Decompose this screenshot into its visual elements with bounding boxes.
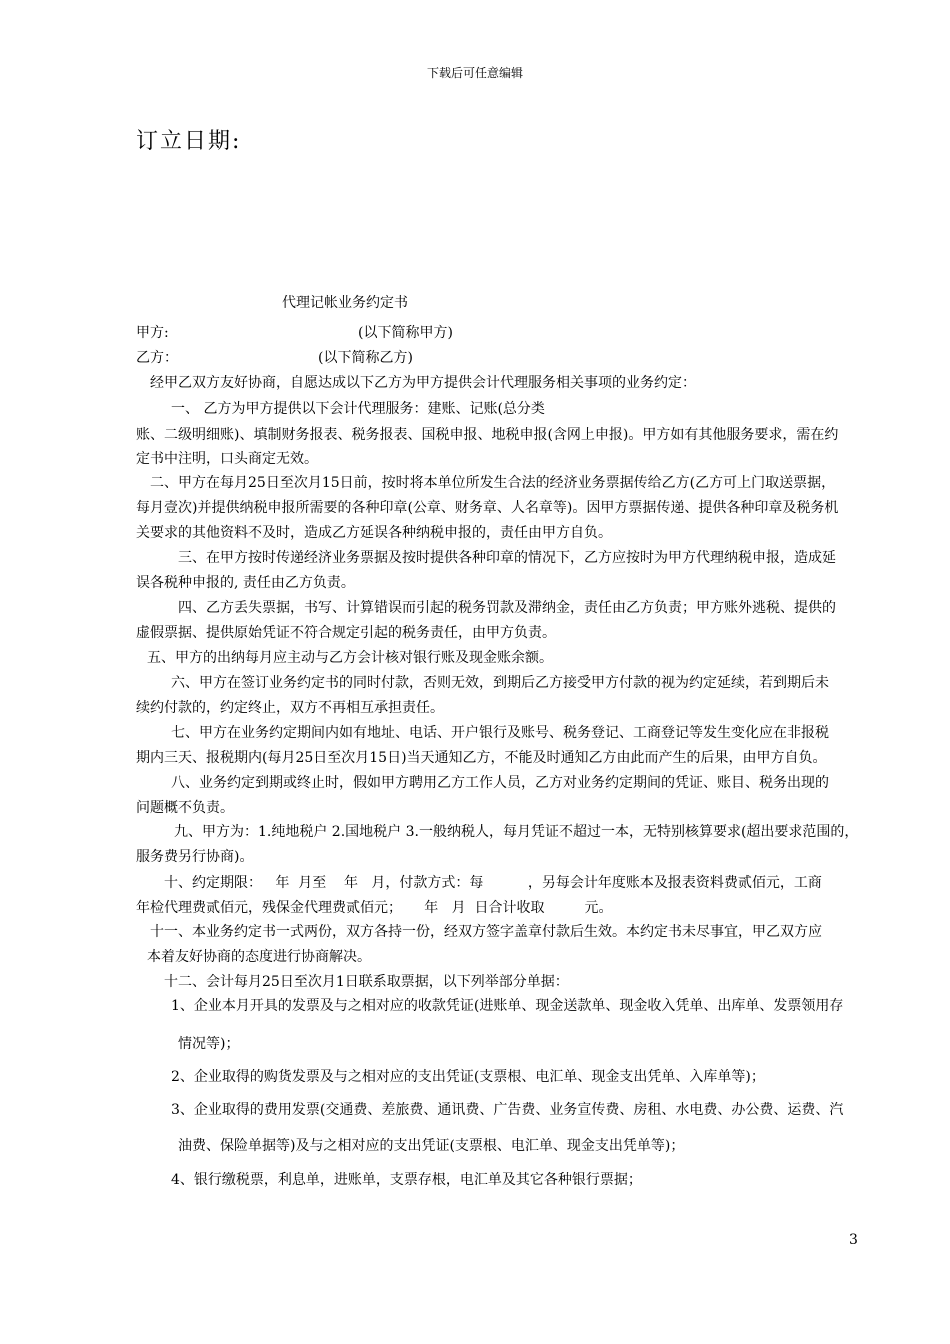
- clause-3-line-2: 误各税种申报的, 责任由乙方负责。: [136, 575, 355, 591]
- clause-2-line-2: 每月壹次)并提供纳税申报所需要的各种印章(公章、财务章、人名章等)。因甲方票据传递、提供各种印章及税务机: [136, 500, 839, 516]
- page-header: 下载后可任意编辑: [426, 66, 523, 80]
- party-b-note: (以下简称乙方): [318, 350, 413, 366]
- list-item-1-line-2: 情况等)；: [178, 1036, 240, 1052]
- clause-4-line-1: 四、乙方丢失票据，书写、计算错误而引起的税务罚款及滞纳金，责任由乙方负责；甲方账外逃税、提供的: [178, 600, 836, 616]
- clause-11-line-1: 十一、本业务约定书一式两份，双方各持一份，经双方签字盖章付款后生效。本约定书未尽事宜，甲乙双方应: [150, 924, 822, 940]
- party-a-label: 甲方:: [136, 325, 169, 341]
- list-item-1-line-1: 1、企业本月开具的发票及与之相对应的收款凭证(进账单、现金送款单、现金收入凭单、出库单、发票领用存: [171, 998, 844, 1014]
- clause-7-line-2: 期内三天、报税期内(每月25日至次月15日)当天通知乙方，不能及时通知乙方由此而产生的后果，由甲方自负。: [136, 750, 827, 766]
- clause-6-line-2: 续约付款的，约定终止，双方不再相互承担责任。: [136, 700, 444, 716]
- clause-12: 十二、会计每月25日至次月1日联系取票据，以下列举部分单据：: [164, 974, 569, 990]
- clause-6-line-1: 六、甲方在签订业务约定书的同时付款，否则无效，到期后乙方接受甲方付款的视为约定延续，若到期后未: [171, 675, 829, 691]
- clause-1-line-3: 定书中注明，口头商定无效。: [136, 451, 318, 467]
- clause-8-line-1: 八、业务约定到期或终止时，假如甲方聘用乙方工作人员，乙方对业务约定期间的凭证、账目、税务出现的: [171, 775, 829, 791]
- clause-9-line-1: 九、甲方为：1.纯地税户 2.国地税户 3.一般纳税人，每月凭证不超过一本，无特别核算要求(超出要求范围的，: [174, 824, 859, 840]
- clause-1-line-1: 一、 乙方为甲方提供以下会计代理服务：建账、记账(总分类: [171, 401, 545, 417]
- clause-10-line-1: 十、约定期限： 年 月至 年 月，付款方式：每 ，另每会计年度账本及报表资料费贰佰元，工商: [164, 875, 822, 891]
- clause-5: 五、甲方的出纳每月应主动与乙方会计核对银行账及现金账余额。: [147, 650, 553, 666]
- list-item-3-line-2: 油费、保险单据等)及与之相对应的支出凭证(支票根、电汇单、现金支出凭单等)；: [178, 1138, 685, 1154]
- intro-paragraph: 经甲乙双方友好协商，自愿达成以下乙方为甲方提供会计代理服务相关事项的业务约定：: [150, 375, 696, 391]
- party-a-note: (以下简称甲方): [358, 325, 453, 341]
- clause-10-line-2: 年检代理费贰佰元，残保金代理费贰佰元； 年 月 日合计收取 元。: [136, 900, 613, 916]
- list-item-3-line-1: 3、企业取得的费用发票(交通费、差旅费、通讯费、广告费、业务宣传费、房租、水电费、办公费、运费、汽: [171, 1102, 844, 1118]
- clause-11-line-2: 本着友好协商的态度进行协商解决。: [147, 949, 371, 965]
- clause-1-line-2: 账、二级明细账)、填制财务报表、税务报表、国税申报、地税申报(含网上申报)。甲方如有其他服务要求，需在约: [136, 427, 839, 443]
- clause-2-line-3: 关要求的其他资料不及时，造成乙方延误各种纳税申报的，责任由甲方自负。: [136, 525, 612, 541]
- clause-2-line-1: 二、甲方在每月25日至次月15日前，按时将本单位所发生合法的经济业务票据传给乙方(乙方可上门取送票据，: [150, 475, 836, 491]
- list-item-2: 2、企业取得的购货发票及与之相对应的支出凭证(支票根、电汇单、现金支出凭单、入库单等)；: [171, 1069, 765, 1085]
- clause-7-line-1: 七、甲方在业务约定期间内如有地址、电话、开户银行及账号、税务登记、工商登记等发生变化应在非报税: [171, 725, 829, 741]
- clause-9-line-2: 服务费另行协商)。: [136, 849, 254, 865]
- list-item-4: 4、银行缴税票，利息单，进账单，支票存根，电汇单及其它各种银行票据；: [171, 1172, 642, 1188]
- signing-date-label: 订立日期:: [136, 129, 242, 154]
- clause-3-line-1: 三、在甲方按时传递经济业务票据及按时提供各种印章的情况下，乙方应按时为甲方代理纳税申报，造成延: [178, 550, 836, 566]
- document-title: 代理记帐业务约定书: [282, 295, 408, 311]
- page-number: 3: [849, 1232, 858, 1248]
- clause-8-line-2: 问题概不负责。: [136, 800, 234, 816]
- clause-4-line-2: 虚假票据、提供原始凭证不符合规定引起的税务责任，由甲方负责。: [136, 625, 556, 641]
- party-b-label: 乙方：: [136, 350, 178, 366]
